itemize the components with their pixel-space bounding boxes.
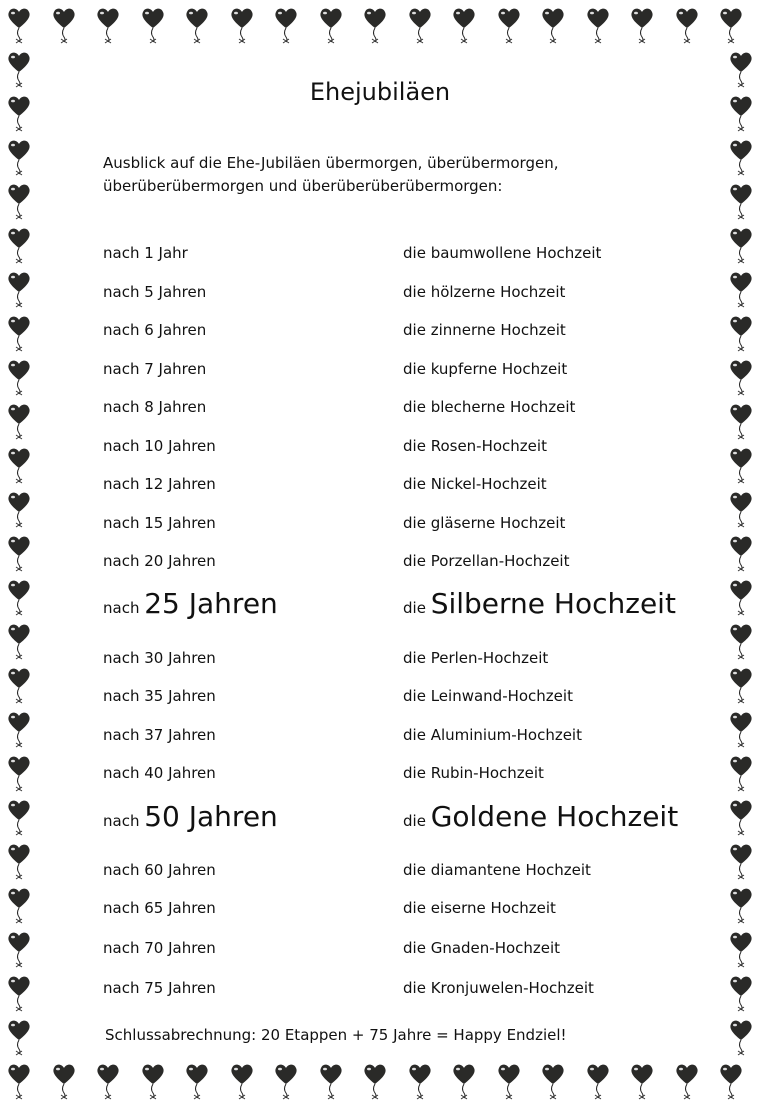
years-cell [103,587,278,620]
anniversary-name: Rubin-Hochzeit [430,764,544,782]
heart-balloon-icon [6,886,32,926]
prefix: nach [103,475,140,493]
heart-balloon-icon [728,226,754,266]
years-cell [103,939,216,957]
years: 40 Jahren [144,764,216,782]
heart-balloon-icon [6,182,32,222]
intro-line: überüberübermorgen und überüberüberübermorgen: [103,177,503,195]
prefix: nach [103,899,140,917]
heart-balloon-icon [728,710,754,750]
heart-balloon-icon [496,1062,522,1102]
article: die [403,514,426,532]
years: 60 Jahren [144,861,216,879]
anniversary-name: Nickel-Hochzeit [430,475,547,493]
years: 8 Jahren [144,398,207,416]
heart-balloon-icon [540,6,566,46]
heart-balloon-icon [728,886,754,926]
prefix: nach [103,726,140,744]
anniversary-name-cell [403,587,676,620]
years-cell [103,726,216,744]
years-cell [103,552,216,570]
heart-balloon-icon [728,270,754,310]
prefix: nach [103,687,140,705]
heart-balloon-icon [6,930,32,970]
years: 70 Jahren [144,939,216,957]
heart-balloon-icon [6,798,32,838]
anniversary-name: Aluminium-Hochzeit [430,726,582,744]
heart-balloon-icon [6,402,32,442]
years: 6 Jahren [144,321,207,339]
years-cell [103,899,216,917]
heart-balloon-icon [51,6,77,46]
heart-balloon-icon [184,6,210,46]
years: 25 Jahren [144,587,278,620]
heart-balloon-icon [728,402,754,442]
years-cell [103,649,216,667]
anniversary-name: Porzellan-Hochzeit [430,552,570,570]
years: 12 Jahren [144,475,216,493]
years-cell [103,687,216,705]
anniversary-name-cell [403,398,575,416]
heart-balloon-icon [585,1062,611,1102]
heart-balloon-icon [728,930,754,970]
anniversary-name: hölzerne Hochzeit [430,283,566,301]
years: 35 Jahren [144,687,216,705]
article: die [403,360,426,378]
article: die [403,283,426,301]
heart-balloon-icon [6,974,32,1014]
years: 20 Jahren [144,552,216,570]
prefix: nach [103,599,140,617]
prefix: nach [103,437,140,455]
prefix: nach [103,244,140,262]
anniversary-name: Leinwand-Hochzeit [430,687,573,705]
anniversary-name: kupferne Hochzeit [430,360,568,378]
article: die [403,552,426,570]
article: die [403,437,426,455]
heart-balloon-icon [362,6,388,46]
anniversary-name-cell [403,726,582,744]
anniversary-name: zinnerne Hochzeit [430,321,566,339]
heart-balloon-icon [674,6,700,46]
article: die [403,687,426,705]
heart-balloon-icon [6,842,32,882]
heart-balloon-icon [318,1062,344,1102]
anniversary-name-cell [403,552,569,570]
article: die [403,475,426,493]
heart-balloon-icon [718,6,744,46]
heart-balloon-icon [728,490,754,530]
heart-balloon-icon [728,798,754,838]
anniversary-name-cell [403,244,601,262]
heart-balloon-icon [585,6,611,46]
heart-balloon-icon [728,754,754,794]
anniversary-name-cell [403,979,594,997]
prefix: nach [103,812,140,830]
heart-balloon-icon [728,182,754,222]
years: 5 Jahren [144,283,207,301]
anniversary-name-cell [403,939,560,957]
article: die [403,398,426,416]
years-cell [103,475,216,493]
years: 7 Jahren [144,360,207,378]
years-cell [103,321,206,339]
heart-balloon-icon [728,974,754,1014]
years-cell [103,244,188,262]
anniversary-name: blecherne Hochzeit [430,398,576,416]
article: die [403,244,426,262]
anniversary-name-cell [403,861,591,879]
years-cell [103,437,216,455]
years-cell [103,979,216,997]
heart-balloon-icon [229,6,255,46]
heart-balloon-icon [273,1062,299,1102]
intro-text [103,152,558,198]
years: 15 Jahren [144,514,216,532]
heart-balloon-icon [140,6,166,46]
prefix: nach [103,398,140,416]
prefix: nach [103,514,140,532]
heart-balloon-icon [728,842,754,882]
heart-balloon-icon [6,138,32,178]
years: 65 Jahren [144,899,216,917]
anniversary-name: Goldene Hochzeit [430,800,679,833]
anniversary-name-cell [403,764,544,782]
prefix: nach [103,861,140,879]
heart-balloon-icon [6,226,32,266]
prefix: nach [103,649,140,667]
heart-balloon-icon [6,666,32,706]
prefix: nach [103,321,140,339]
heart-balloon-icon [728,358,754,398]
heart-balloon-icon [728,446,754,486]
heart-balloon-icon [51,1062,77,1102]
heart-balloon-icon [451,1062,477,1102]
heart-balloon-icon [6,710,32,750]
heart-balloon-icon [229,1062,255,1102]
heart-balloon-icon [728,1018,754,1058]
heart-balloon-icon [674,1062,700,1102]
years: 10 Jahren [144,437,216,455]
anniversary-name: eiserne Hochzeit [430,899,556,917]
heart-balloon-icon [95,6,121,46]
heart-balloon-icon [6,270,32,310]
anniversary-name: gläserne Hochzeit [430,514,566,532]
years: 30 Jahren [144,649,216,667]
heart-balloon-icon [728,578,754,618]
anniversary-name-cell [403,283,565,301]
anniversary-name-cell [403,899,556,917]
heart-balloon-icon [6,490,32,530]
heart-balloon-icon [407,6,433,46]
heart-balloon-icon [728,534,754,574]
heart-balloon-icon [362,1062,388,1102]
years-cell [103,764,216,782]
anniversary-name: diamantene Hochzeit [430,861,591,879]
prefix: nach [103,283,140,301]
years-cell [103,283,206,301]
years: 37 Jahren [144,726,216,744]
heart-balloon-icon [6,754,32,794]
heart-balloon-icon [273,6,299,46]
article: die [403,812,426,830]
years-cell [103,398,206,416]
article: die [403,726,426,744]
anniversary-name: Perlen-Hochzeit [430,649,549,667]
anniversary-name: baumwollene Hochzeit [430,244,602,262]
article: die [403,764,426,782]
prefix: nach [103,764,140,782]
anniversary-name: Silberne Hochzeit [430,587,676,620]
years-cell [103,514,216,532]
article: die [403,649,426,667]
heart-balloon-icon [629,6,655,46]
article: die [403,899,426,917]
anniversary-name-cell [403,321,566,339]
prefix: nach [103,979,140,997]
anniversary-name-cell [403,437,547,455]
heart-balloon-icon [6,1062,32,1102]
years: 75 Jahren [144,979,216,997]
anniversary-name-cell [403,800,678,833]
years-cell [103,360,206,378]
heart-balloon-icon [407,1062,433,1102]
years: 1 Jahr [144,244,188,262]
anniversary-name: Rosen-Hochzeit [430,437,547,455]
article: die [403,861,426,879]
article: die [403,939,426,957]
heart-balloon-icon [140,1062,166,1102]
heart-balloon-icon [718,1062,744,1102]
anniversary-name-cell [403,649,548,667]
prefix: nach [103,360,140,378]
heart-balloon-icon [6,314,32,354]
heart-balloon-icon [6,578,32,618]
article: die [403,599,426,617]
heart-balloon-icon [451,6,477,46]
intro-line: Ausblick auf die Ehe-Jubiläen übermorgen, überübermorgen, [103,154,559,172]
page-title: Ehejubiläen [309,78,451,106]
heart-balloon-icon [540,1062,566,1102]
anniversary-name-cell [403,360,567,378]
heart-balloon-icon [95,1062,121,1102]
footer-text: Schlussabrechnung: 20 Etappen + 75 Jahre = Happy Endziel! [105,1026,567,1044]
heart-balloon-icon [184,1062,210,1102]
years-cell [103,861,216,879]
heart-balloon-icon [629,1062,655,1102]
heart-balloon-icon [6,1018,32,1058]
article: die [403,979,426,997]
heart-balloon-icon [728,314,754,354]
heart-balloon-icon [728,622,754,662]
heart-balloon-icon [6,446,32,486]
anniversary-name: Kronjuwelen-Hochzeit [430,979,594,997]
article: die [403,321,426,339]
heart-balloon-icon [496,6,522,46]
heart-balloon-icon [318,6,344,46]
heart-balloon-icon [6,358,32,398]
heart-balloon-icon [6,622,32,662]
anniversary-name: Gnaden-Hochzeit [430,939,561,957]
heart-balloon-icon [6,6,32,46]
years: 50 Jahren [144,800,278,833]
prefix: nach [103,939,140,957]
anniversary-name-cell [403,514,565,532]
years-cell [103,800,278,833]
heart-balloon-icon [728,666,754,706]
anniversary-name-cell [403,687,573,705]
heart-balloon-icon [6,534,32,574]
anniversary-name-cell [403,475,547,493]
heart-balloon-icon [728,138,754,178]
prefix: nach [103,552,140,570]
